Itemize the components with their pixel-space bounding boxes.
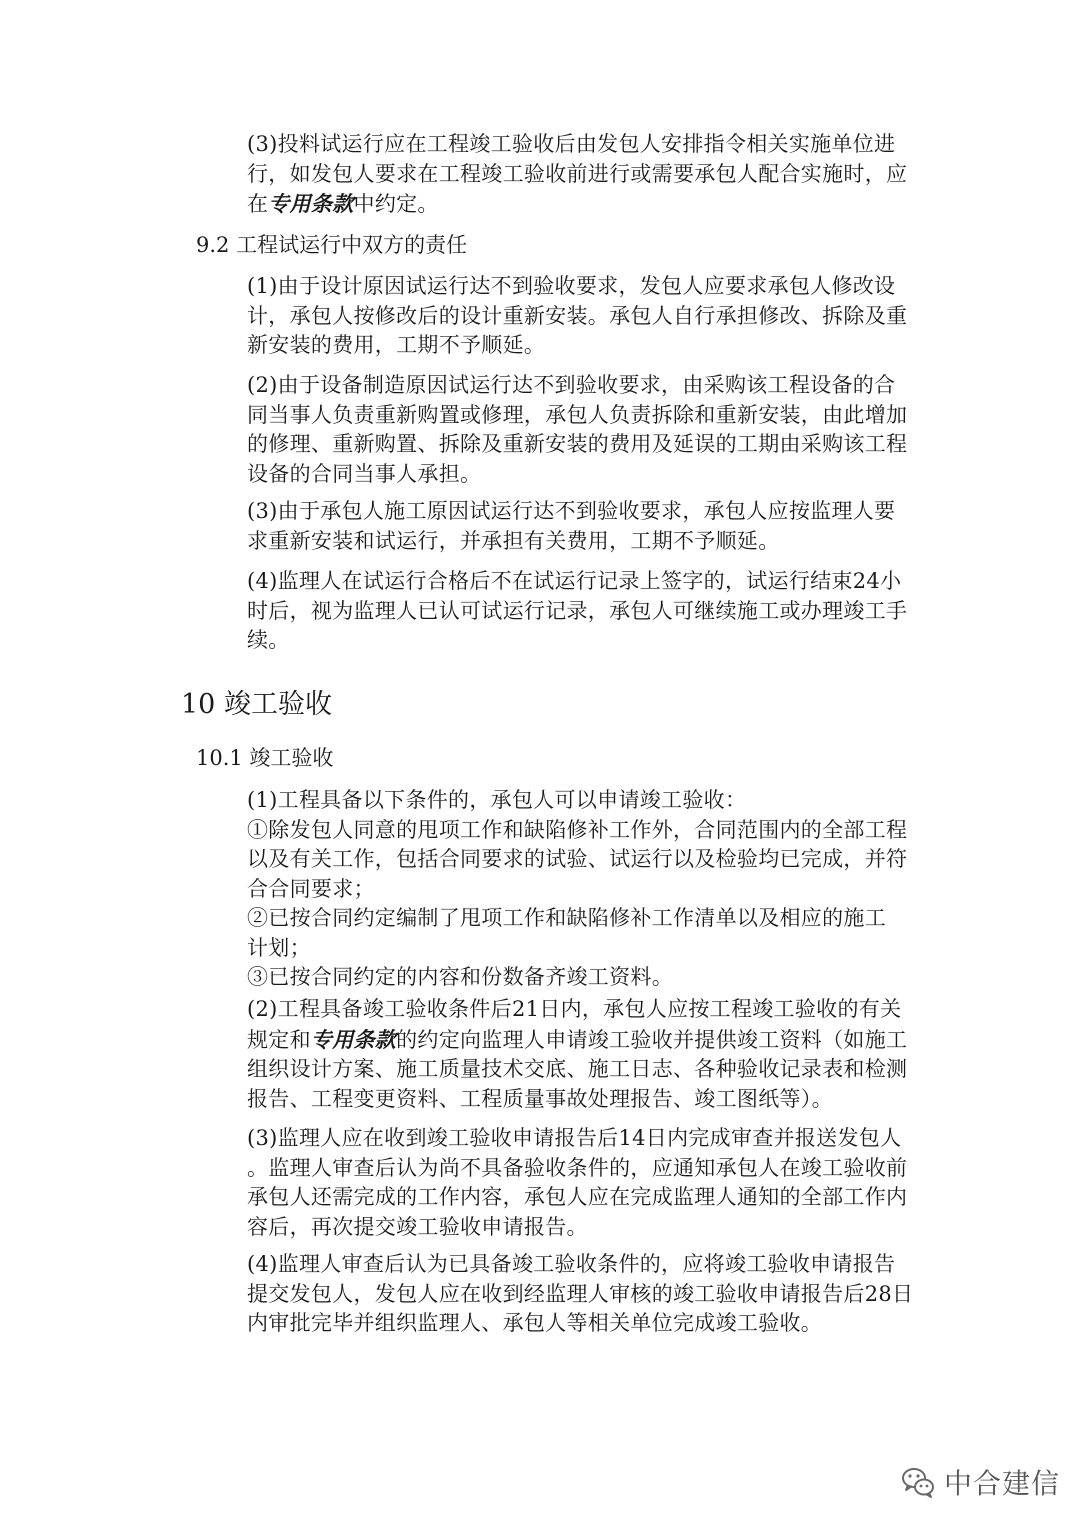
text-line: 合合同要求； [247,876,375,901]
subsection-heading-9-2: 9.2 工程试运行中双方的责任 [196,233,468,257]
text-line: ②已按合同约定编制了甩项工作和缺陷修补工作清单以及相应的施工 [247,906,886,930]
subsection-heading-10-1: 10.1 竣工验收 [196,746,334,770]
text-line: 承包人还需完成的工作内容，承包人应在完成监理人通知的全部工作内 [247,1185,908,1209]
text-line: 内审批完毕并组织监理人、承包人等相关单位完成竣工验收。 [247,1311,823,1335]
text-line: (3)投料试运行应在工程竣工验收后由发包人安排指令相关实施单位进 [247,132,896,156]
text-line: 计，承包人按修改后的设计重新安装。承包人自行承担修改、拆除及重 [247,303,908,328]
text-line: 计划； [247,935,311,960]
text-line: 新安装的费用，工期不予顺延。 [247,333,546,357]
text-line: (2)工程具备竣工验收条件后21日内，承包人应按工程竣工验收的有关 [247,997,902,1021]
paragraph-responsibility-3 [247,497,927,556]
paragraph-acceptance-4 [247,1250,927,1339]
paragraph-responsibility-1 [247,272,927,361]
text-line: (3)由于承包人施工原因试运行达不到验收要求，承包人应按监理人要 [247,499,896,523]
emphasis-special-clause: 专用条款 [268,191,354,216]
watermark [900,1460,1060,1504]
paragraph-acceptance-3 [247,1124,927,1242]
paragraph-responsibility-4 [247,567,927,656]
text-line: (3)监理人应在收到竣工验收申请报告后14日内完成审查并报送发包人 [247,1126,902,1150]
text-line: 的修理、重新购置、拆除及重新安装的费用及延误的工期由采购该工程 [247,432,908,456]
text-line: 在专用条款中约定。 [247,191,439,216]
text-line: (2)由于设备制造原因试运行达不到验收要求，由采购该工程设备的合 [247,373,896,397]
text-line: 报告、工程变更资料、工程质量事故处理报告、竣工图纸等）。 [247,1086,833,1111]
paragraph-acceptance-1 [247,786,927,993]
text-line: (1)工程具备以下条件的，承包人可以申请竣工验收： [247,788,747,812]
wechat-icon [900,1464,936,1500]
paragraph-acceptance-2 [247,995,927,1114]
text-line: 求重新安装和试运行，并承担有关费用，工期不予顺延。 [247,528,780,553]
text-line: 以及有关工作，包括合同要求的试验、试运行以及检验均已完成，并符 [247,847,908,871]
text-line: (4)监理人审查后认为已具备竣工验收条件的，应将竣工验收申请报告 [247,1252,896,1276]
section-heading-10: 10 竣工验收 [181,689,332,720]
watermark-text: 中合建信 [944,1467,1061,1500]
paragraph-responsibility-2 [247,371,927,489]
text-line: 时后，视为监理人已认可试运行记录，承包人可继续施工或办理竣工手 [247,598,908,623]
text-line: 续。 [247,628,290,652]
text-line: 组织设计方案、施工质量技术交底、施工日志、各种验收记录表和检测 [247,1057,908,1081]
emphasis-special-clause: 专用条款 [310,1026,397,1052]
text-line: 规定和专用条款的约定向监理人申请竣工验收并提供竣工资料（如施工 [247,1026,908,1052]
text-line: 同当事人负责重新购置或修理，承包人负责拆除和重新安装，由此增加 [247,402,908,427]
text-line: 设备的合同当事人承担。 [247,461,482,486]
text-line: 提交发包人，发包人应在收到经监理人审核的竣工验收申请报告后28日 [247,1281,914,1306]
text-line: (4)监理人在试运行合格后不在试运行记录上签字的，试运行结束24小 [247,569,902,593]
text-line: 。监理人审查后认为尚不具备验收条件的，应通知承包人在竣工验收前 [247,1155,908,1180]
text-line: 容后，再次提交竣工验收申请报告。 [247,1214,588,1239]
text-line: ①除发包人同意的甩项工作和缺陷修补工作外，合同范围内的全部工程 [247,817,908,842]
text-line: ③已按合同约定的内容和份数备齐竣工资料。 [247,965,673,989]
paragraph-trial-run-3 [247,130,927,220]
text-line: 行，如发包人要求在工程竣工验收前进行或需要承包人配合实施时，应 [247,161,908,186]
text-line: (1)由于设计原因试运行达不到验收要求，发包人应要求承包人修改设 [247,274,896,298]
